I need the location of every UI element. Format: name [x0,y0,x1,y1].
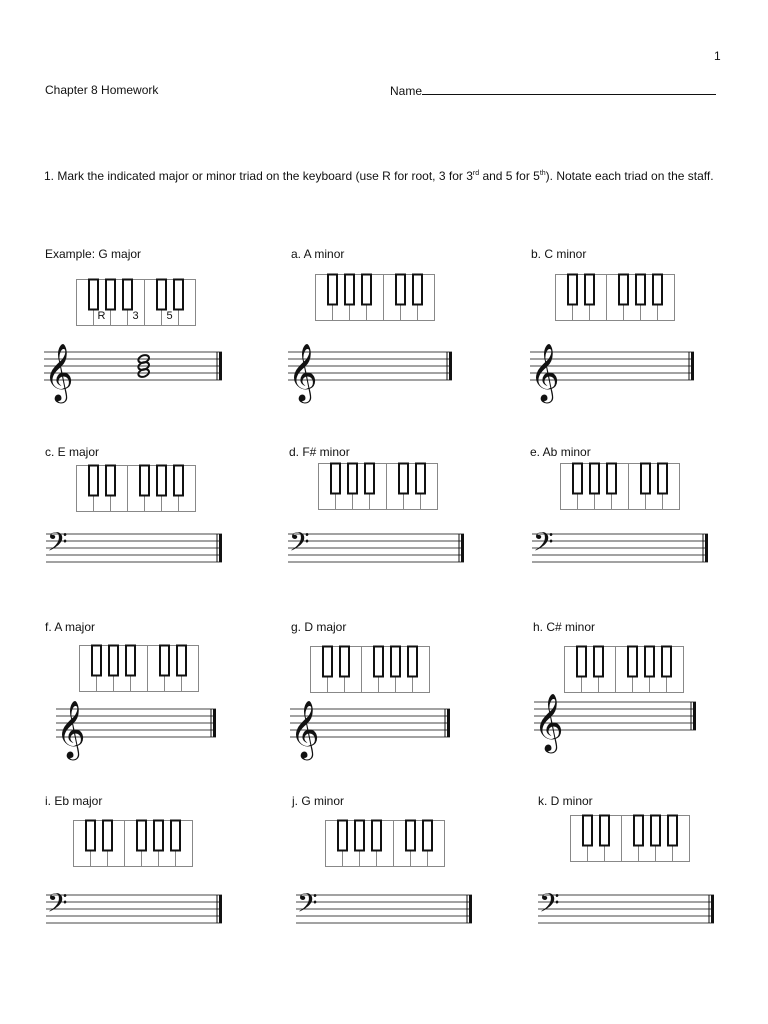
staff-j[interactable] [296,883,474,943]
black-key[interactable] [662,647,671,677]
barline-thick [469,895,472,923]
barline-thick [219,352,222,380]
staff-b[interactable] [530,340,696,400]
bass-clef-icon: 𝄢 [533,526,554,564]
black-key[interactable] [391,647,400,677]
barline-thick [449,352,452,380]
barline-thick [219,895,222,923]
black-key[interactable] [362,275,371,305]
black-key[interactable] [137,821,146,851]
page-number: 1 [714,49,721,63]
keyboard-f[interactable] [79,645,199,692]
exercise-label-i: i. Eb major [45,794,103,808]
black-key[interactable] [399,464,408,494]
bass-clef-icon: 𝄢 [47,526,68,564]
keyboard-example[interactable] [76,279,196,326]
staff-d[interactable] [288,522,466,582]
black-key[interactable] [331,464,340,494]
black-key[interactable] [348,464,357,494]
barline-thick [693,702,696,730]
black-key[interactable] [413,275,422,305]
staff-f[interactable] [56,697,218,757]
keyboard-b[interactable] [555,274,675,321]
barline-thick [447,709,450,737]
bass-clef-icon: 𝄢 [539,887,560,925]
black-key[interactable] [89,466,98,496]
black-key[interactable] [423,821,432,851]
treble-clef-icon: 𝄞 [44,343,74,401]
name-label: Name [390,84,423,98]
exercise-label-c: c. E major [45,445,100,459]
black-key[interactable] [634,816,643,846]
exercise-label-a: a. A minor [291,247,345,261]
exercise-label-example: Example: G major [45,247,142,261]
treble-clef-icon: 𝄞 [290,700,320,758]
instruction-text: 1. Mark the indicated major or minor triad on the keyboard (use R for root, 3 for 3rd and 5 for 5th). Notate each triad on the staff. [44,169,714,183]
black-key[interactable] [106,466,115,496]
black-key[interactable] [345,275,354,305]
keyboard-c[interactable] [76,465,196,512]
black-key[interactable] [653,275,662,305]
black-key[interactable] [573,464,582,494]
black-key[interactable] [585,275,594,305]
black-key[interactable] [628,647,637,677]
staff-k[interactable] [538,883,716,943]
staff-h[interactable] [534,690,698,750]
black-key[interactable] [658,464,667,494]
black-key[interactable] [406,821,415,851]
black-key[interactable] [365,464,374,494]
staff-e[interactable] [532,522,710,582]
black-key[interactable] [174,466,183,496]
black-key[interactable] [340,647,349,677]
black-key[interactable] [645,647,654,677]
black-key[interactable] [106,280,115,310]
barline-thick [711,895,714,923]
treble-clef-icon: 𝄞 [288,343,318,401]
black-key[interactable] [328,275,337,305]
exercise-label-f: f. A major [45,620,96,634]
black-key[interactable] [160,646,169,676]
exercise-label-b: b. C minor [531,247,587,261]
keyboard-i[interactable] [73,820,193,867]
black-key[interactable] [157,466,166,496]
black-key[interactable] [568,275,577,305]
black-key[interactable] [177,646,186,676]
black-key[interactable] [126,646,135,676]
black-key[interactable] [86,821,95,851]
barline-thick [219,534,222,562]
treble-clef-icon: 𝄞 [56,700,86,758]
black-key[interactable] [636,275,645,305]
black-key[interactable] [89,280,98,310]
black-key[interactable] [323,647,332,677]
name-field[interactable] [390,83,716,99]
staff-i[interactable] [46,883,224,943]
key-mark-label: 5 [166,310,173,322]
exercise-label-g: g. D major [291,620,347,634]
black-key[interactable] [651,816,660,846]
keyboard-a[interactable] [315,274,435,321]
black-key[interactable] [396,275,405,305]
key-mark-label: 3 [132,310,139,322]
black-key[interactable] [109,646,118,676]
treble-clef-icon: 𝄞 [530,343,560,401]
black-key[interactable] [590,464,599,494]
black-key[interactable] [607,464,616,494]
barline-thick [705,534,708,562]
barline-thick [213,709,216,737]
keyboard-k[interactable] [570,815,690,862]
black-key[interactable] [174,280,183,310]
black-key[interactable] [416,464,425,494]
black-key[interactable] [140,466,149,496]
key-mark-label: R [97,310,106,322]
black-key[interactable] [594,647,603,677]
treble-clef-icon: 𝄞 [534,693,564,751]
name-blank-line[interactable] [422,83,716,95]
exercise-label-h: h. C# minor [533,620,596,634]
barline-thick [691,352,694,380]
exercise-label-k: k. D minor [538,794,593,808]
staff-a[interactable] [288,340,454,400]
black-key[interactable] [374,647,383,677]
black-key[interactable] [338,821,347,851]
keyboard-d[interactable] [318,463,438,510]
keyboard-g[interactable] [310,646,430,693]
page-heading: Chapter 8 Homework [45,83,159,97]
barline-thick [461,534,464,562]
bass-clef-icon: 𝄢 [297,887,318,925]
bass-clef-icon: 𝄢 [289,526,310,564]
black-key[interactable] [372,821,381,851]
staff-g[interactable] [290,697,452,757]
keyboard-j[interactable] [325,820,445,867]
black-key[interactable] [92,646,101,676]
black-key[interactable] [103,821,112,851]
black-key[interactable] [355,821,364,851]
keyboard-e[interactable] [560,463,680,510]
black-key[interactable] [408,647,417,677]
black-key[interactable] [154,821,163,851]
black-key[interactable] [157,280,166,310]
black-key[interactable] [123,280,132,310]
staff-example[interactable] [44,340,224,400]
black-key[interactable] [668,816,677,846]
staff-c[interactable] [46,522,224,582]
black-key[interactable] [641,464,650,494]
bass-clef-icon: 𝄢 [47,887,68,925]
black-key[interactable] [577,647,586,677]
black-key[interactable] [600,816,609,846]
keyboard-h[interactable] [564,646,684,693]
black-key[interactable] [171,821,180,851]
exercise-label-d: d. F# minor [289,445,350,459]
exercise-label-e: e. Ab minor [530,445,591,459]
black-key[interactable] [619,275,628,305]
black-key[interactable] [583,816,592,846]
exercise-label-j: j. G minor [292,794,345,808]
